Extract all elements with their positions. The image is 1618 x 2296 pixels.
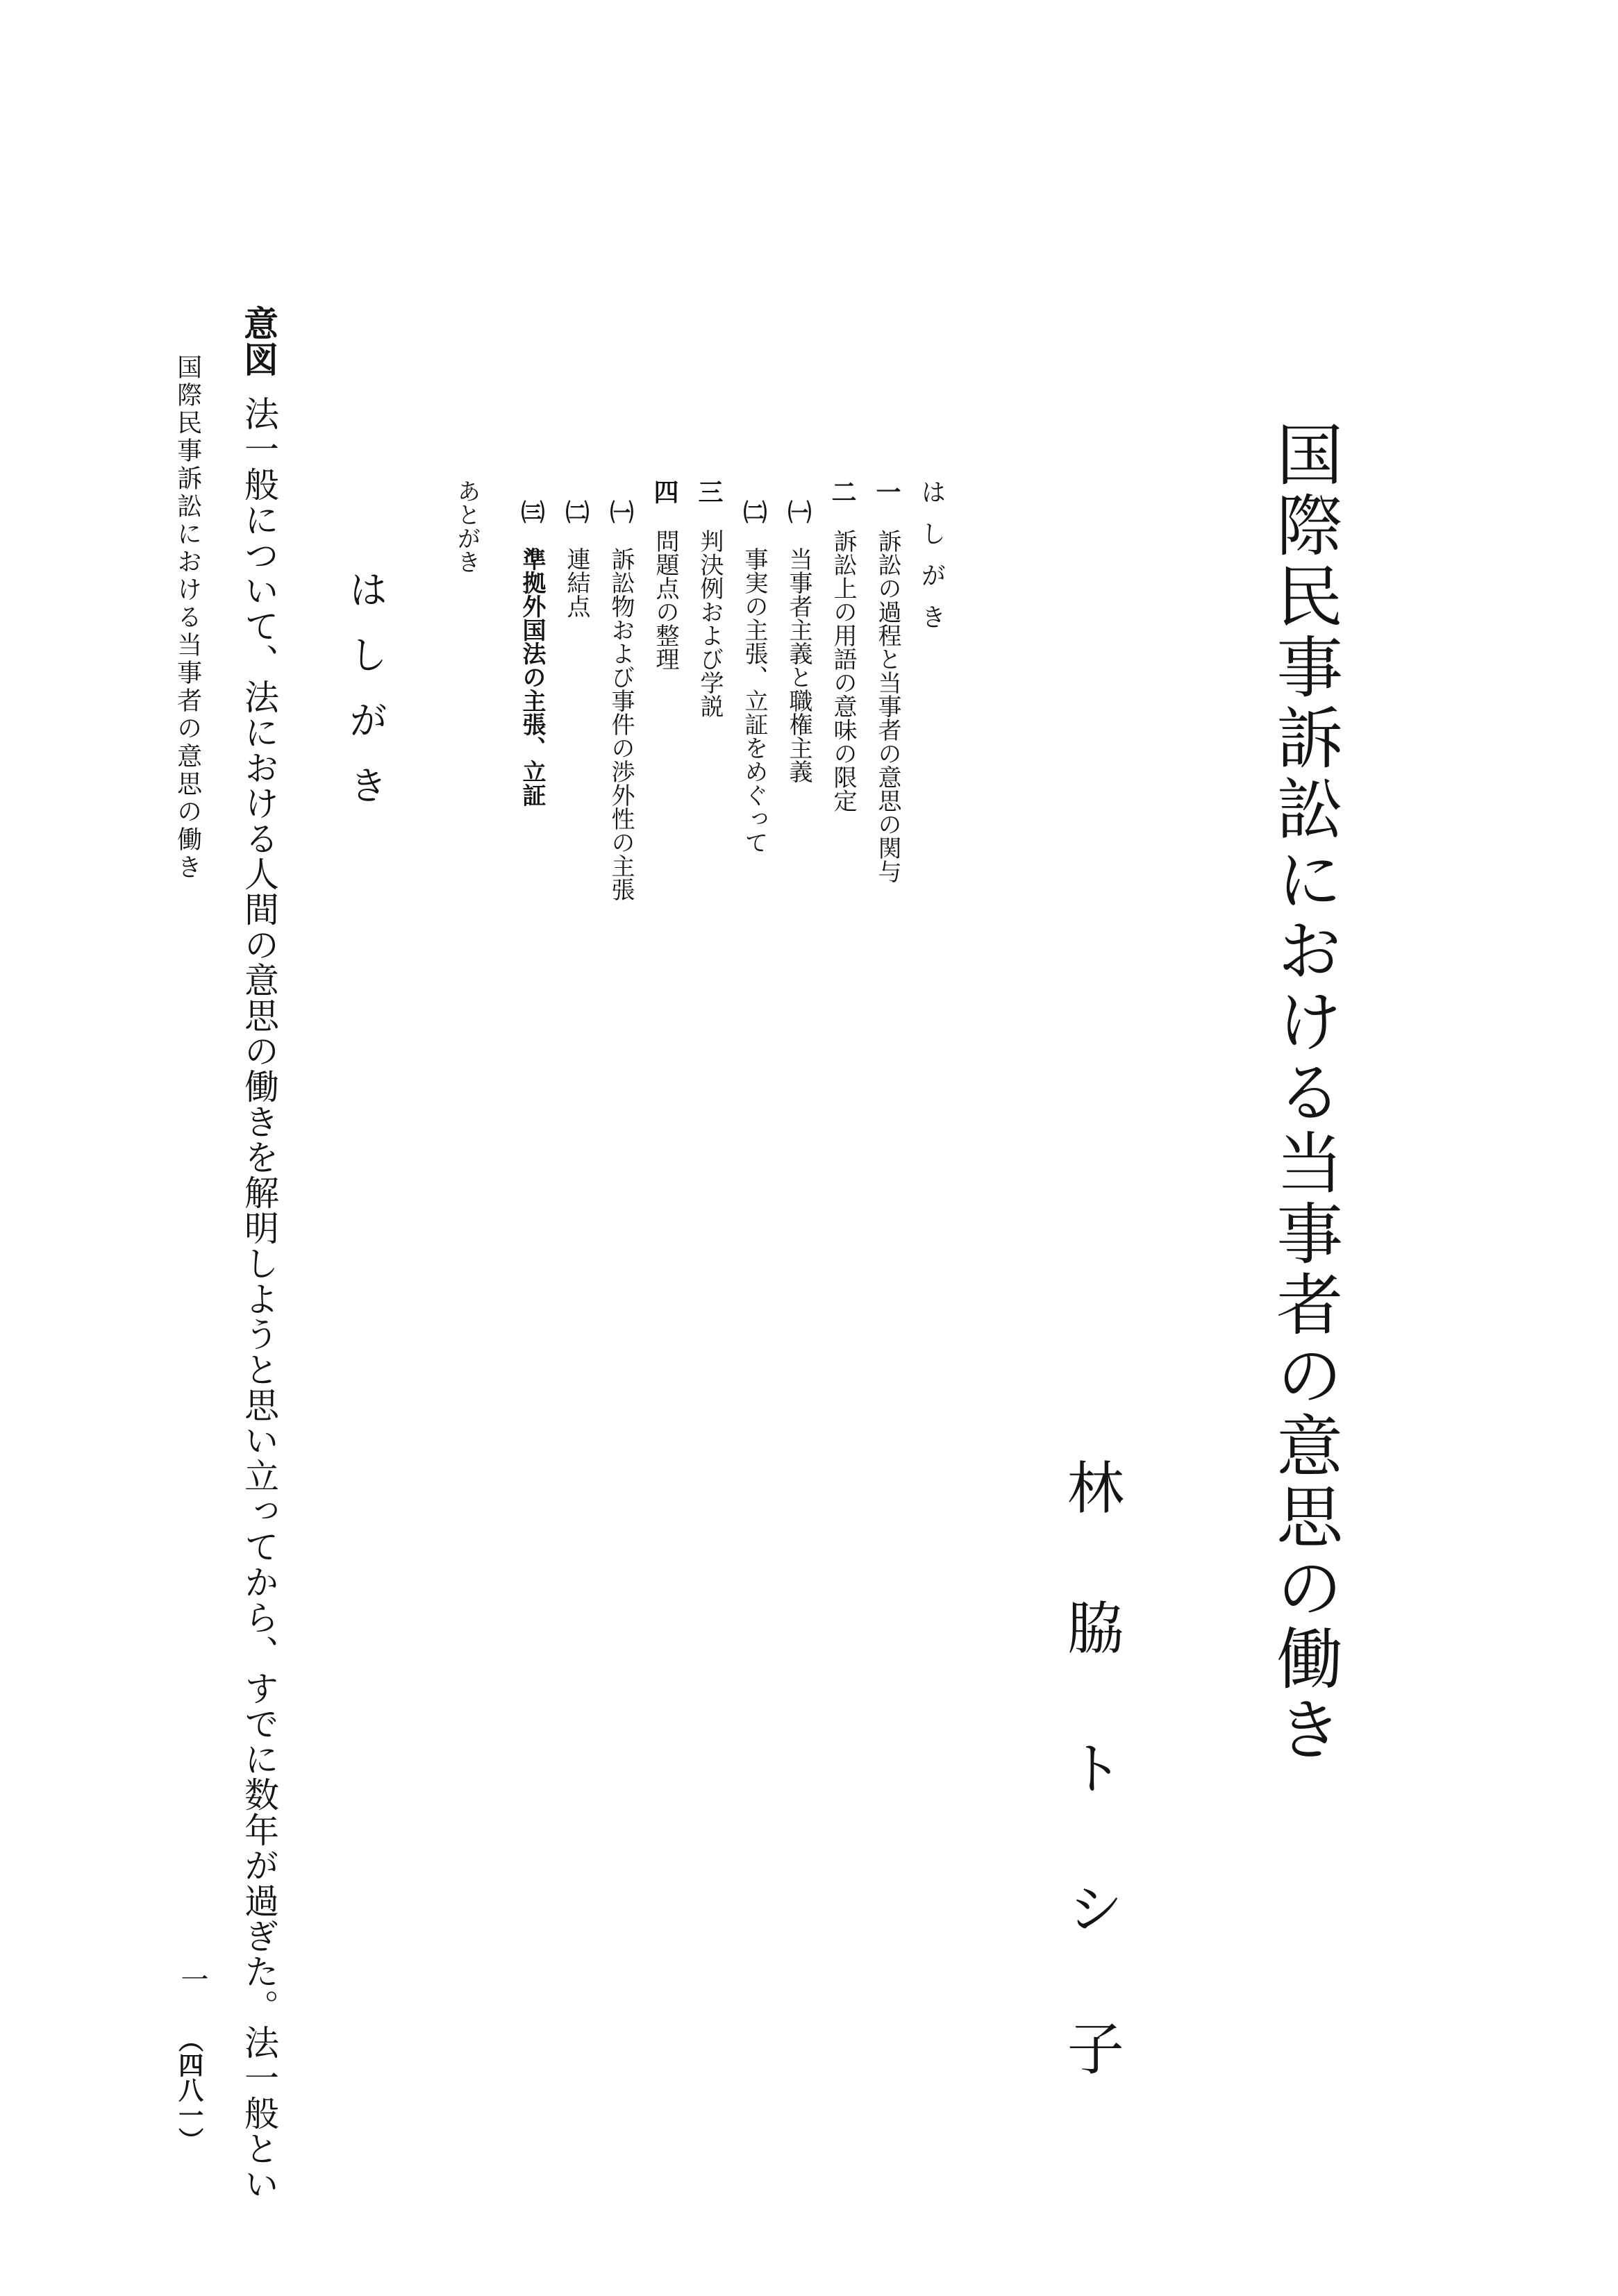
toc-item-number: 三	[694, 479, 724, 504]
toc-item-text: 訴訟の過程と当事者の意思の関与	[874, 529, 901, 883]
toc-item-number: ㈡	[739, 500, 767, 523]
toc-item-text: はしがき	[917, 479, 946, 646]
toc-item-text: 訴訟物および事件の渉外性の主張	[607, 547, 635, 901]
toc-item-number: 一	[872, 479, 901, 504]
toc-item-text: 事実の主張、立証をめぐって	[740, 547, 768, 854]
toc-item-text: 訴訟上の用語の意味の限定	[829, 529, 857, 812]
toc-item-number: ㈡	[561, 500, 589, 523]
page-serial-number: （四八一）	[174, 2027, 204, 2152]
toc-item-number: 二	[828, 479, 857, 504]
toc-item-text: 連結点	[562, 547, 590, 618]
toc-item-number: ㈠	[783, 500, 811, 523]
toc-item-number: ㈢	[517, 500, 544, 523]
article-title: 国際民事訴訟における当事者の意思の働き	[1265, 420, 1344, 1766]
author-name: 林脇トシ子	[1058, 1458, 1124, 2159]
toc-item-text: 準拠外国法の主張、立証	[518, 547, 546, 807]
body-paragraph: 法一般について、法における人間の意思の働きを解明しようと思い立ってから、すでに数年が過ぎた。法一般とい	[239, 396, 279, 2202]
toc-item-text: 判決例および学説	[696, 529, 724, 718]
toc-item-text: あとがき	[453, 479, 481, 573]
toc-item-number: 四	[650, 479, 679, 504]
page-number: 一	[176, 1965, 208, 1993]
section-heading: はしがき	[342, 569, 388, 830]
running-header: 国際民事訴訟における当事者の意思の働き	[173, 354, 202, 882]
toc-item-text: 当事者主義と職権主義	[785, 547, 812, 783]
section-label: 意図	[238, 305, 279, 378]
table-of-contents	[444, 479, 972, 1069]
toc-item-text: 問題点の整理	[651, 529, 679, 671]
toc-item-number: ㈠	[606, 500, 633, 523]
